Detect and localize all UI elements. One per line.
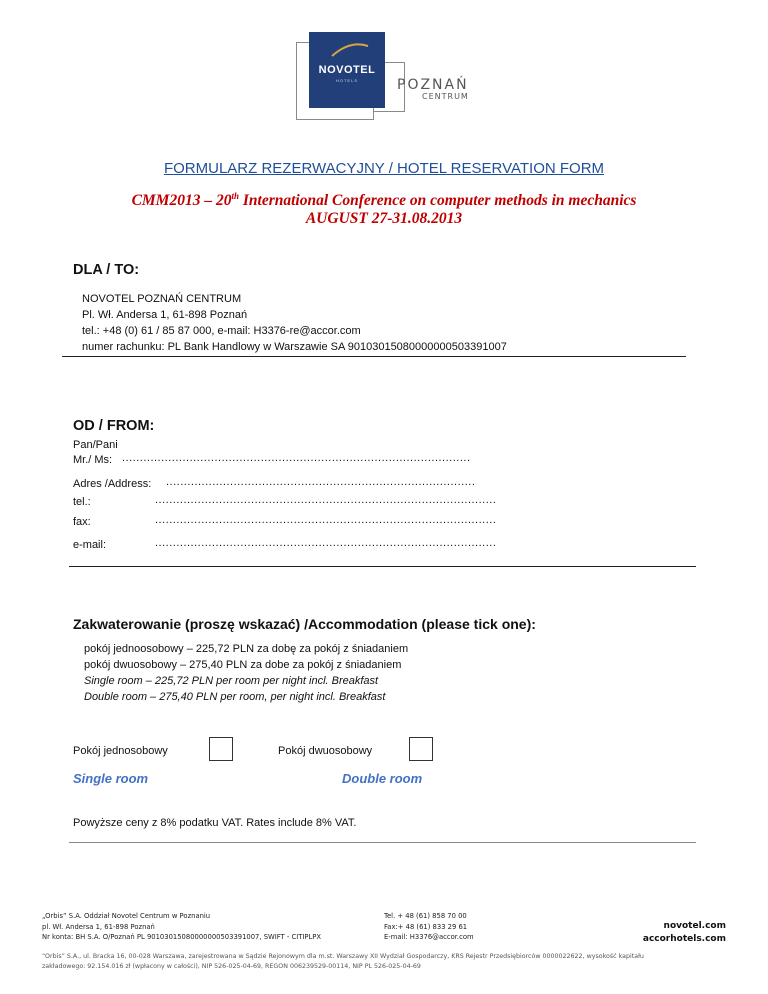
conference-dates: AUGUST 27-31.08.2013 [305,210,463,227]
footer-tel: Tel. + 48 (61) 858 70 00 [384,912,467,920]
footer-email[interactable]: E-mail: H3376@accor.com [384,933,474,941]
fax-label: fax: [73,516,91,528]
footer-company-address: pl. Wł. Andersa 1, 61-898 Poznań [42,922,155,931]
hotel-contact: tel.: +48 (0) 61 / 85 87 000, e-mail: H3376-re@accor.com [82,325,361,337]
conference-title: International Conference on computer methods in mechanics [238,192,637,210]
divider-from [69,566,696,567]
footer-legal [42,952,732,971]
single-room-label-pl: Pokój jednosobowy [73,745,168,757]
rate-double-en: Double room – 275,40 PLN per room, per night incl. Breakfast [84,691,386,703]
email-label: e-mail: [73,539,107,551]
accommodation-rates [84,641,408,705]
rate-single-en: Single room – 225,72 PLN per room per night incl. Breakfast [84,675,379,687]
divider-to [62,356,686,357]
conference-name: CMM2013 – 20 [131,192,232,210]
double-room-checkbox[interactable] [409,737,433,761]
fax-field[interactable]: ................................................................................................ [155,514,497,526]
rate-single-pl: pokój jednoosobowy – 225,72 PLN za dobę za pokój z śniadaniem [84,643,409,655]
pan-label: Pan/Pani [73,439,118,451]
footer-websites [643,920,726,946]
rate-double-pl: pokój dwuosobowy – 275,40 PLN za dobe za pokój z śniadaniem [84,659,402,671]
footer-company-name: „Orbis” S.A. Oddział Novotel Centrum w Poznaniu [42,912,211,920]
logo-city-sub: CENTRUM [422,92,469,101]
logo-brand: NOVOTEL [318,64,376,76]
email-field[interactable]: ................................................................................................ [155,537,497,549]
double-room-label-en: Double room [342,771,423,786]
vat-note: Powyższe ceny z 8% podatku VAT. Rates include 8% VAT. [73,817,357,829]
footer-legal-line-1: “Orbis” S.A., ul. Bracka 16, 00-028 Warszawa, zarejestrowana w Sądzie Rejonowym dla m.st. Warszawy XII Wydział Gospodarczy, KRS Rejestr Przedsiębiorców 0000022622, wysokość kapitału [42,953,644,960]
footer-contact [384,911,474,943]
hotel-bank-account: numer rachunku: PL Bank Handlowy w Warszawie SA 90103015080000000503391007 [82,341,507,353]
single-room-label-en: Single room [73,771,149,786]
footer-company [42,911,321,943]
tel-label: tel.: [73,496,91,508]
address-label: Adres /Address: [73,478,152,490]
hotel-address-block [82,291,507,355]
footer-link-accorhotels[interactable]: accorhotels.com [642,934,726,944]
logo-city: POZNAŃ [397,77,469,93]
to-heading: DLA / TO: [73,262,140,278]
double-room-label-pl: Pokój dwuosobowy [278,745,373,757]
address-field[interactable]: ....................................................................................... [166,476,476,488]
accommodation-heading: Zakwaterowanie (proszę wskazać) /Accommodation (please tick one): [73,616,536,632]
logo-brand-sub: HOTELS [335,78,358,83]
footer-fax: Fax:+ 48 (61) 833 29 61 [384,922,468,931]
form-title: FORMULARZ REZERWACYJNY / HOTEL RESERVATION FORM [163,160,605,177]
mr-label: Mr./ Ms: [73,454,113,466]
footer-company-account: Nr konta: BH S.A. O/Poznań PL 90103015080000000503391007, SWIFT - CITIPLPX [42,933,322,941]
conference-line-1 [0,191,768,210]
logo-swoosh-icon [330,38,370,60]
divider-accommodation [69,842,696,843]
from-heading: OD / FROM: [73,418,155,434]
hotel-name: NOVOTEL POZNAŃ CENTRUM [82,293,242,305]
footer-link-novotel[interactable]: novotel.com [663,921,726,931]
hotel-street: Pl. Wł. Andersa 1, 61-898 Poznań [82,309,248,321]
single-room-checkbox[interactable] [209,737,233,761]
name-field[interactable]: .................................................................................................. [122,452,471,464]
footer-legal-line-2: zakładowego: 92.154.016 zł (wpłacony w całości), NIP 526-025-04-69, REGON 006239529-00114, NIP PL 526-025-04-69 [42,962,421,970]
tel-field[interactable]: ................................................................................................ [155,494,497,506]
conference-ordinal: th [231,191,239,201]
